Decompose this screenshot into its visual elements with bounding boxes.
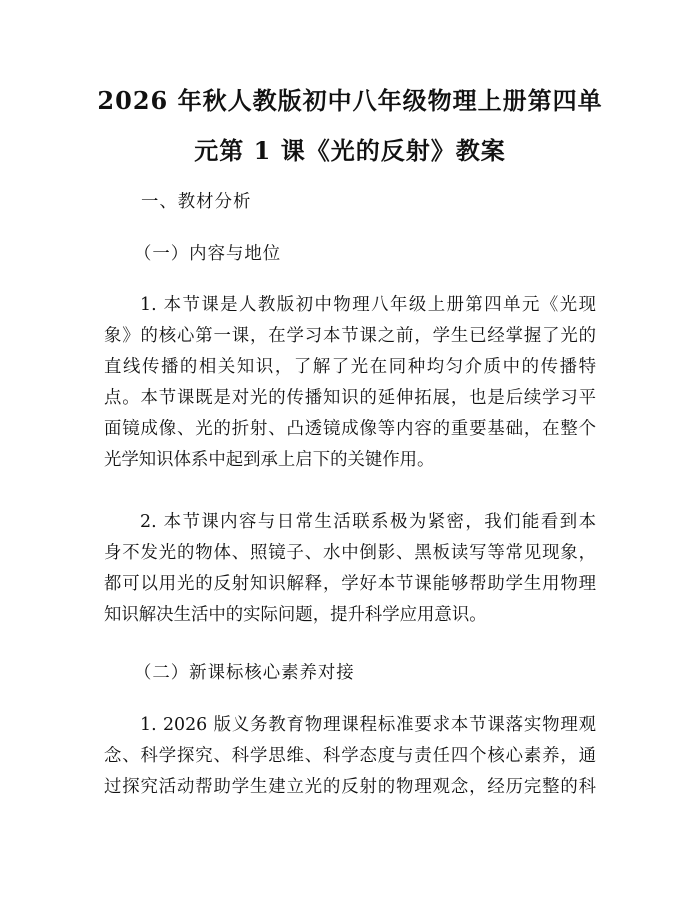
subsection-heading-content-position: （一）内容与地位 [134,244,282,264]
paragraph-2-line: 身不发光的物体、照镜子、水中倒影、黑板读写等常见现象， [104,543,596,563]
paragraph-3-line: 过探究活动帮助学生建立光的反射的物理观念，经历完整的科 [104,777,596,797]
paragraph-3-line: 念、科学探究、科学思维、科学态度与责任四个核心素养，通 [104,746,596,766]
paragraph-1-line: 点。本节课既是对光的传播知识的延伸拓展，也是后续学习平 [104,388,596,408]
paragraph-1-line: 1. 本节课是人教版初中物理八年级上册第四单元《光现 [140,295,596,315]
document-title-line-1: 2026 年秋人教版初中八年级物理上册第四单 [97,86,603,115]
paragraph-1-line: 象》的核心第一课，在学习本节课之前，学生已经掌握了光的 [104,326,596,346]
paragraph-1-line: 光学知识体系中起到承上启下的关键作用。 [104,450,435,470]
subsection-heading-core-literacy: （二）新课标核心素养对接 [134,663,355,683]
paragraph-2-line: 都可以用光的反射知识解释，学好本节课能够帮助学生用物理 [104,574,596,594]
section-heading-textbook-analysis: 一、教材分析 [141,192,252,212]
paragraph-2-line: 2. 本节课内容与日常生活联系极为紧密，我们能看到本 [140,512,596,532]
paragraph-1-line: 直线传播的相关知识，了解了光在同种均匀介质中的传播特 [104,357,596,377]
paragraph-1-line: 面镜成像、光的折射、凸透镜成像等内容的重要基础，在整个 [104,419,596,439]
paragraph-3-line: 1. 2026 版义务教育物理课程标准要求本节课落实物理观 [140,715,596,735]
document-title-line-2: 元第 1 课《光的反射》教案 [194,136,506,165]
paragraph-2-line: 知识解决生活中的实际问题，提升科学应用意识。 [104,605,487,625]
